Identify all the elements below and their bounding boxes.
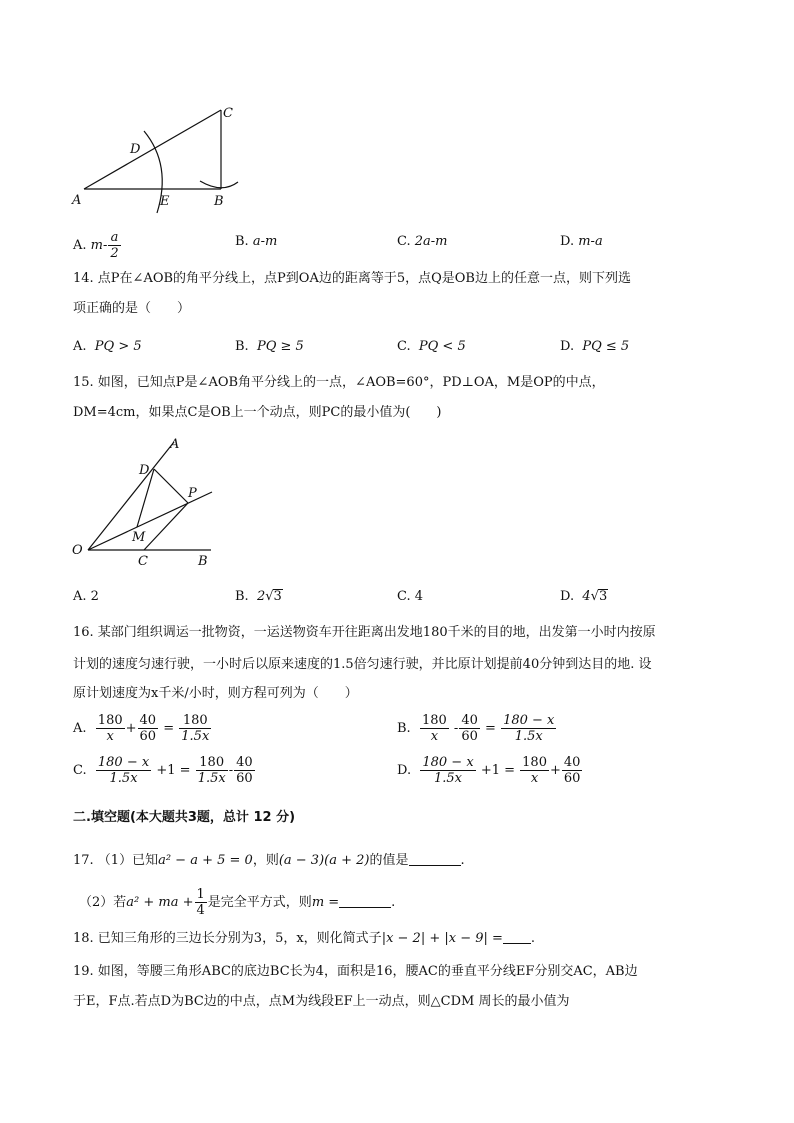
q16-stem-line1: 16. 某部门组织调运一批物资，一运送物资车开往距离出发地180千米的目的地，出发第一小时内按原 bbox=[73, 625, 656, 640]
q17-part2-answer-blank[interactable] bbox=[339, 893, 391, 908]
q15-stem-line1: 15. 如图，已知点P是∠AOB角平分线上的一点，∠AOB=60°，PD⊥OA，M是OP的中点， bbox=[73, 375, 605, 390]
q16-option-d: D. $\frac{180 - x}{1.5x}$ +1 = $\frac{180}{x}$ + $\frac{40}{60}$ bbox=[397, 755, 581, 786]
label-c: C bbox=[138, 554, 148, 569]
segment-dp bbox=[154, 469, 188, 503]
q19-stem-line1: 19. 如图，等腰三角形ABC的底边BC长为4，面积是16，腰AC的垂直平分线EF分别交AC，AB边 bbox=[73, 964, 638, 979]
label-d: D bbox=[130, 142, 141, 157]
label-c: C bbox=[223, 106, 233, 121]
q14-option-d: D. PQ ≤ 5 bbox=[560, 339, 630, 354]
label-b: B bbox=[198, 554, 208, 569]
q17-part1-answer-blank[interactable] bbox=[409, 851, 461, 866]
q16-stem-line2: 计划的速度匀速行驶，一小时后以原来速度的1.5倍匀速行驶，并比原计划提前40分钟到达目的地. 设 bbox=[73, 657, 652, 672]
label-o: O bbox=[72, 543, 83, 558]
figure-13 bbox=[60, 95, 260, 220]
arc-b bbox=[200, 181, 238, 188]
ray-oa bbox=[88, 442, 174, 550]
q16-option-a: A. $\frac{180}{x}$ + $\frac{40}{60}$ = $\frac{180}{1.5x}$ bbox=[73, 713, 210, 744]
q15-option-d: D. 4√3 bbox=[560, 589, 608, 604]
q14-option-c: C. PQ < 5 bbox=[397, 339, 466, 354]
segment-ac bbox=[84, 110, 221, 189]
label-e: E bbox=[160, 194, 170, 209]
label-a: A bbox=[72, 193, 82, 208]
q13-option-c: C. 2a-m bbox=[397, 234, 448, 249]
q14-stem-line2: 项正确的是（ ） bbox=[73, 301, 191, 316]
q15-stem-line2: DM=4cm，如果点C是OB上一个动点，则PC的最小值为( ) bbox=[73, 405, 442, 420]
q15-option-c: C. 4 bbox=[397, 589, 424, 604]
q17-part2: （2）若a² + ma + $\frac{1}{4}$ 是完全平方式，则m = . bbox=[79, 887, 396, 918]
segment-pc bbox=[144, 503, 188, 550]
q13-option-b: B. a-m bbox=[235, 234, 278, 249]
label-m: M bbox=[132, 530, 146, 545]
label-b: B bbox=[214, 194, 224, 209]
q18-stem: 18. 已知三角形的三边长分别为3，5，x，则化简式子|x − 2| + |x − 9| = . bbox=[73, 931, 536, 946]
q13-option-a: A. m- $\frac{a}{2}$ bbox=[73, 230, 119, 261]
q18-answer-blank[interactable] bbox=[503, 929, 531, 944]
q16-option-c: C. $\frac{180 - x}{1.5x}$ +1 = $\frac{180}{1.5x}$ - $\frac{40}{60}$ bbox=[73, 755, 253, 786]
q14-option-a: A. PQ > 5 bbox=[73, 339, 142, 354]
q19-stem-line2: 于E，F点.若点D为BC边的中点，点M为线段EF上一动点，则△CDM 周长的最小值为 bbox=[73, 994, 570, 1009]
q16-option-b: B. $\frac{180}{x}$ - $\frac{40}{60}$ = $\frac{180 - x}{1.5x}$ bbox=[397, 713, 555, 744]
q15-option-a: A. 2 bbox=[73, 589, 99, 604]
figure-15 bbox=[66, 432, 226, 572]
label-d: D bbox=[139, 463, 150, 478]
label-p: P bbox=[188, 486, 197, 501]
label-a: A bbox=[170, 437, 180, 452]
q13-option-d: D. m-a bbox=[560, 234, 603, 249]
q16-stem-line3: 原计划速度为x千米/小时，则方程可列为（ ） bbox=[73, 686, 358, 701]
q14-option-b: B. PQ ≥ 5 bbox=[235, 339, 304, 354]
q15-option-b: B. 2√3 bbox=[235, 589, 282, 604]
section-title-fill-in: 二.填空题(本大题共3题，总计 12 分) bbox=[73, 810, 296, 825]
q14-stem-line1: 14. 点P在∠AOB的角平分线上，点P到OA边的距离等于5，点Q是OB边上的任意一点，则下列选 bbox=[73, 271, 631, 286]
q17-part1: 17. （1）已知a² − a + 5 = 0，则(a − 3)(a + 2)的值是 . bbox=[73, 853, 465, 868]
